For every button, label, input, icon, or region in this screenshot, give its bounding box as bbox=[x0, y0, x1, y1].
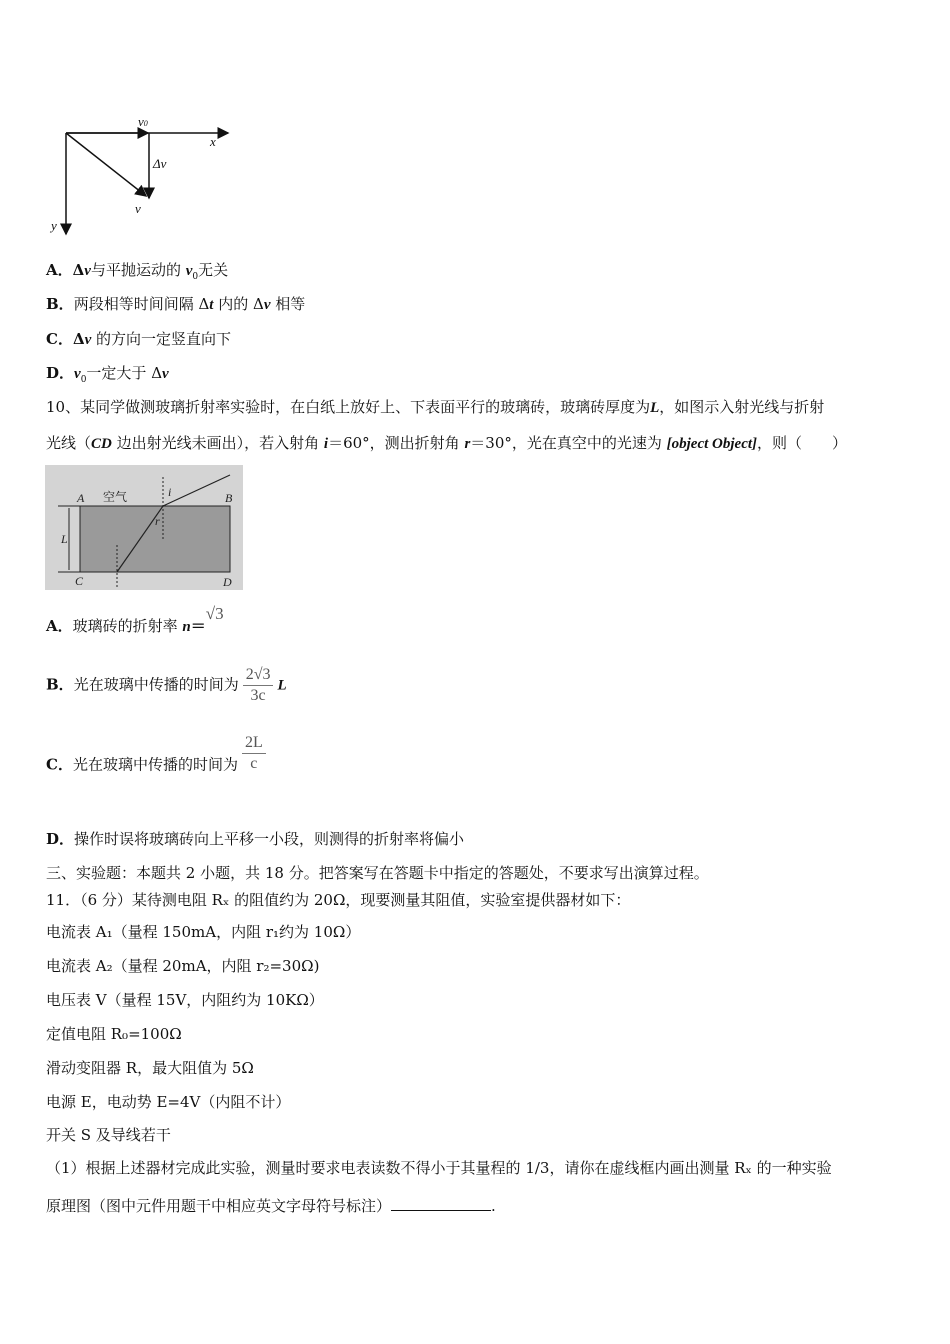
point-a-label: A bbox=[77, 491, 85, 505]
equipment-item: 滑动变阻器 R，最大阻值为 5Ω bbox=[46, 1059, 254, 1077]
q9-option-b: B．两段相等时间间隔 Δt 内的 Δv 相等 bbox=[46, 295, 306, 313]
v-label: v bbox=[135, 201, 141, 216]
thickness-l-label: L bbox=[61, 532, 68, 546]
angle-i-label: i bbox=[168, 485, 172, 499]
q10-stem-line1: 10、某同学做测玻璃折射率实验时，在白纸上放好上、下表面平行的玻璃砖，玻璃砖厚度为L，如图示入射光线与折射 bbox=[46, 398, 825, 416]
glass-refraction-diagram bbox=[45, 465, 243, 590]
q10-option-b: B．光在玻璃中传播的时间为 $\frac{2√3}{3c}$ L bbox=[46, 666, 287, 704]
answer-blank[interactable] bbox=[391, 1196, 491, 1211]
velocity-vector-diagram bbox=[40, 110, 240, 240]
air-label: 空气 bbox=[103, 490, 128, 504]
equipment-item: 电流表 A₁（量程 150mA，内阻 r₁约为 10Ω） bbox=[46, 923, 361, 941]
point-d-label: D bbox=[223, 575, 232, 589]
equipment-item: 电压表 V（量程 15V，内阻约为 10KΩ） bbox=[46, 991, 324, 1009]
q10-option-c: C．光在玻璃中传播的时间为 $\frac{2L}{c}$ bbox=[46, 745, 270, 786]
point-b-label: B bbox=[225, 491, 233, 505]
q9-option-a: A．Δv与平抛运动的 $v_0$无关 bbox=[46, 261, 229, 282]
q9-option-d: D．$v_0$一定大于 Δv bbox=[46, 364, 169, 385]
equipment-item: 定值电阻 R₀=100Ω bbox=[46, 1025, 182, 1043]
equipment-item: 电源 E，电动势 E=4V（内阻不计） bbox=[46, 1093, 291, 1111]
q11-stem: 11．（6 分）某待测电阻 Rₓ 的阻值约为 20Ω，现要测量其阻值，实验室提供器材如下： bbox=[46, 891, 631, 909]
q10-option-d: D．操作时误将玻璃砖向上平移一小段，则测得的折射率将偏小 bbox=[46, 830, 465, 848]
equipment-item: 开关 S 及导线若干 bbox=[46, 1126, 171, 1144]
q10-option-a: A．玻璃砖的折射率 n＝√3 bbox=[46, 604, 224, 635]
x-axis-label: x bbox=[210, 134, 216, 149]
q11-part1-line1: （1）根据上述器材完成此实验，测量时要求电表读数不得小于其量程的 1/3，请你在虚线框内画出测量 Rₓ 的一种实验 bbox=[46, 1159, 832, 1177]
y-axis-label: y bbox=[51, 218, 57, 233]
point-c-label: C bbox=[75, 574, 84, 588]
q9-option-c: C．Δv 的方向一定竖直向下 bbox=[46, 330, 232, 348]
v0-label: v0 bbox=[138, 114, 148, 129]
equipment-item: 电流表 A₂（量程 20mA，内阻 r₂=30Ω) bbox=[46, 957, 320, 975]
section-heading: 三、实验题：本题共 2 小题，共 18 分。把答案写在答题卡中指定的答题处，不要求写出演算过程。 bbox=[46, 864, 709, 882]
angle-r-label: r bbox=[155, 514, 160, 528]
q11-part1-line2: 原理图（图中元件用题干中相应英文字母符号标注） . bbox=[46, 1197, 496, 1215]
q10-stem-line2: 光线（CD 边出射光线未画出），若入射角 i＝60°，测出折射角 r＝30°，光在真空中的光速为 [object Object]，则（ ） bbox=[46, 434, 848, 452]
dv-label: Δv bbox=[153, 156, 167, 171]
